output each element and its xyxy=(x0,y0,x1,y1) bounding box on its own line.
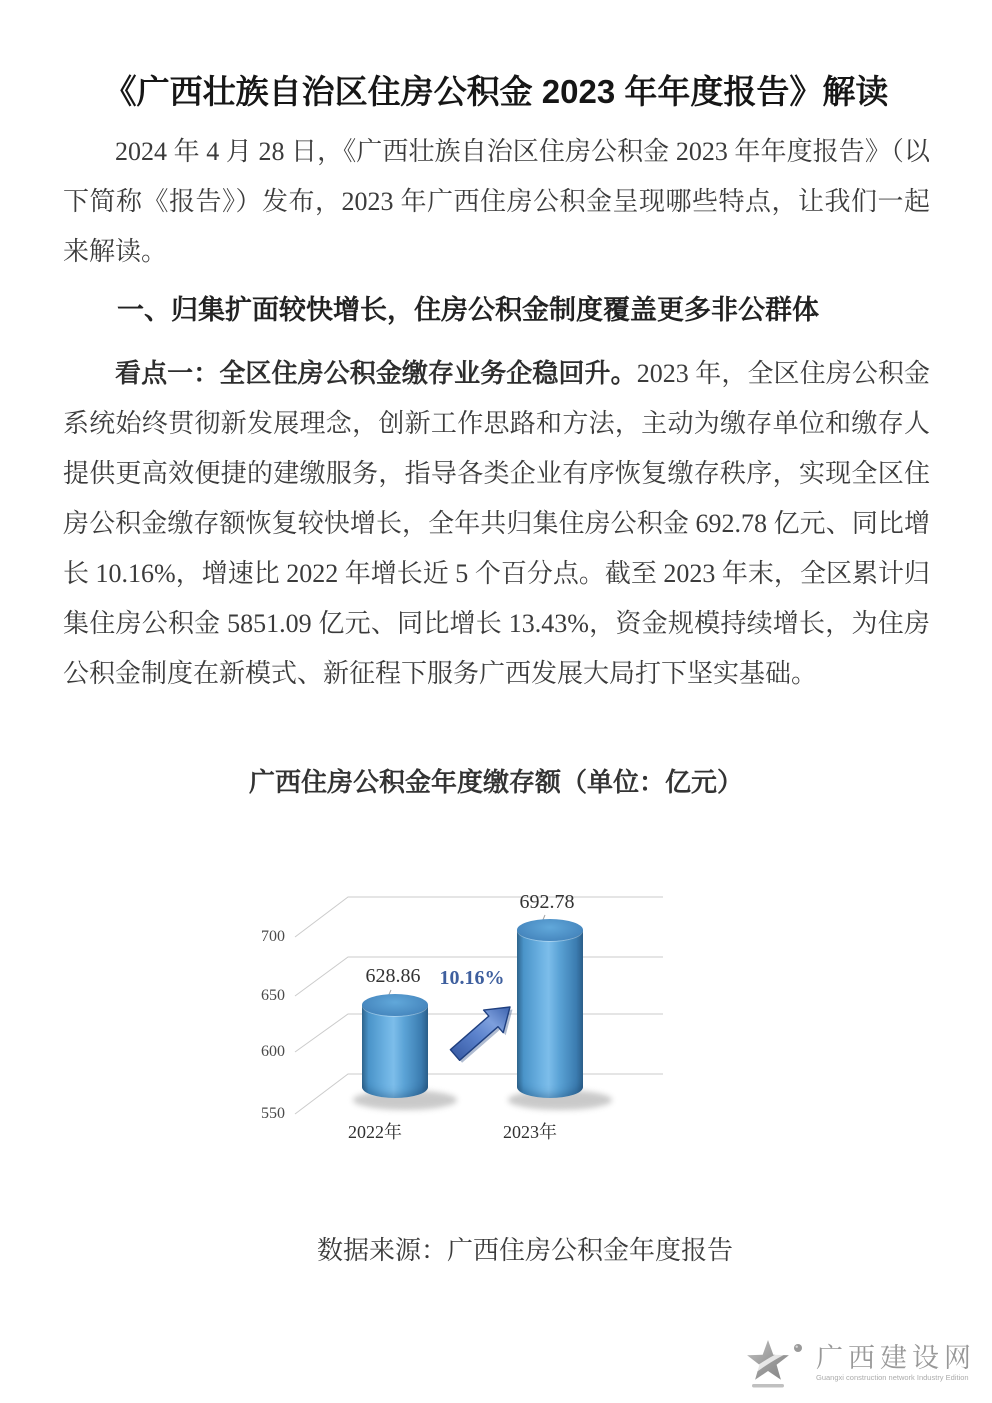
bar-value-label-2023: 692.78 xyxy=(519,891,575,913)
bar-2022 xyxy=(362,1005,428,1098)
paragraph-body-text: 2023 年，全区住房公积金系统始终贯彻新发展理念，创新工作思路和方法，主动为缴存单位和缴存人提供更高效便捷的建缴服务，指导各类企业有序恢复缴存秩序，实现全区住房公积金缴存额恢复较快增长，全年共归集住房公积金 692.78 亿元、同比增长 10.16%，增速比 2022 年增长近 5 个百分点。截至 2023 年末，全区累计归集住房公积金 5851.09 亿元、同比增长 13.43%，资金规模持续增长，为住房公积金制度在新模式、新征程下服务广西发展大局打下坚实基础。 xyxy=(63,359,930,688)
section-paragraph xyxy=(63,349,930,699)
y-tick-600: 600 xyxy=(261,1043,285,1060)
bar-value-label-2022: 628.86 xyxy=(365,965,421,987)
y-tick-650: 650 xyxy=(261,987,285,1004)
gridlines xyxy=(295,897,663,1114)
bar-2022-body xyxy=(362,1005,428,1098)
watermark-site-name: 广西建设网 xyxy=(816,1343,976,1373)
bar-2023 xyxy=(517,930,583,1098)
chart-block xyxy=(0,761,992,1179)
section-heading: 一、归集扩面较快增长，住房公积金制度覆盖更多非公群体 xyxy=(117,295,819,325)
bar-2023-top xyxy=(517,919,583,941)
chart-grid-and-annotations xyxy=(255,869,685,1179)
category-label-2022: 2022年 xyxy=(348,1122,402,1142)
page-title: 《广西壮族自治区住房公积金 2023 年年度报告》解读 xyxy=(103,73,889,110)
paragraph-lead-text: 看点一：全区住房公积金缴存业务企稳回升。 xyxy=(115,359,637,388)
star-logo-icon xyxy=(738,1335,808,1391)
watermark-text xyxy=(816,1343,976,1383)
y-tick-550: 550 xyxy=(261,1105,285,1122)
watermark-subtitle: Guangxi construction network Industry Edition xyxy=(816,1373,969,1382)
data-source: 数据来源：广西住房公积金年度报告 xyxy=(316,1236,733,1265)
chart-canvas xyxy=(255,869,685,1179)
intro-paragraph: 2024 年 4 月 28 日，《广西壮族自治区住房公积金 2023 年年度报告》（以下简称《报告》）发布，2023 年广西住房公积金呈现哪些特点，让我们一起来解读。 xyxy=(63,137,930,266)
y-tick-700: 700 xyxy=(261,928,285,945)
growth-arrow xyxy=(450,1007,510,1060)
category-label-2023: 2023年 xyxy=(503,1122,557,1142)
bar-2023-body xyxy=(517,930,583,1098)
chart-title: 广西住房公积金年度缴存额（单位：亿元） xyxy=(248,768,743,797)
bar-2022-top xyxy=(362,994,428,1016)
growth-percent-label: 10.16% xyxy=(439,967,505,989)
watermark xyxy=(738,1335,976,1391)
